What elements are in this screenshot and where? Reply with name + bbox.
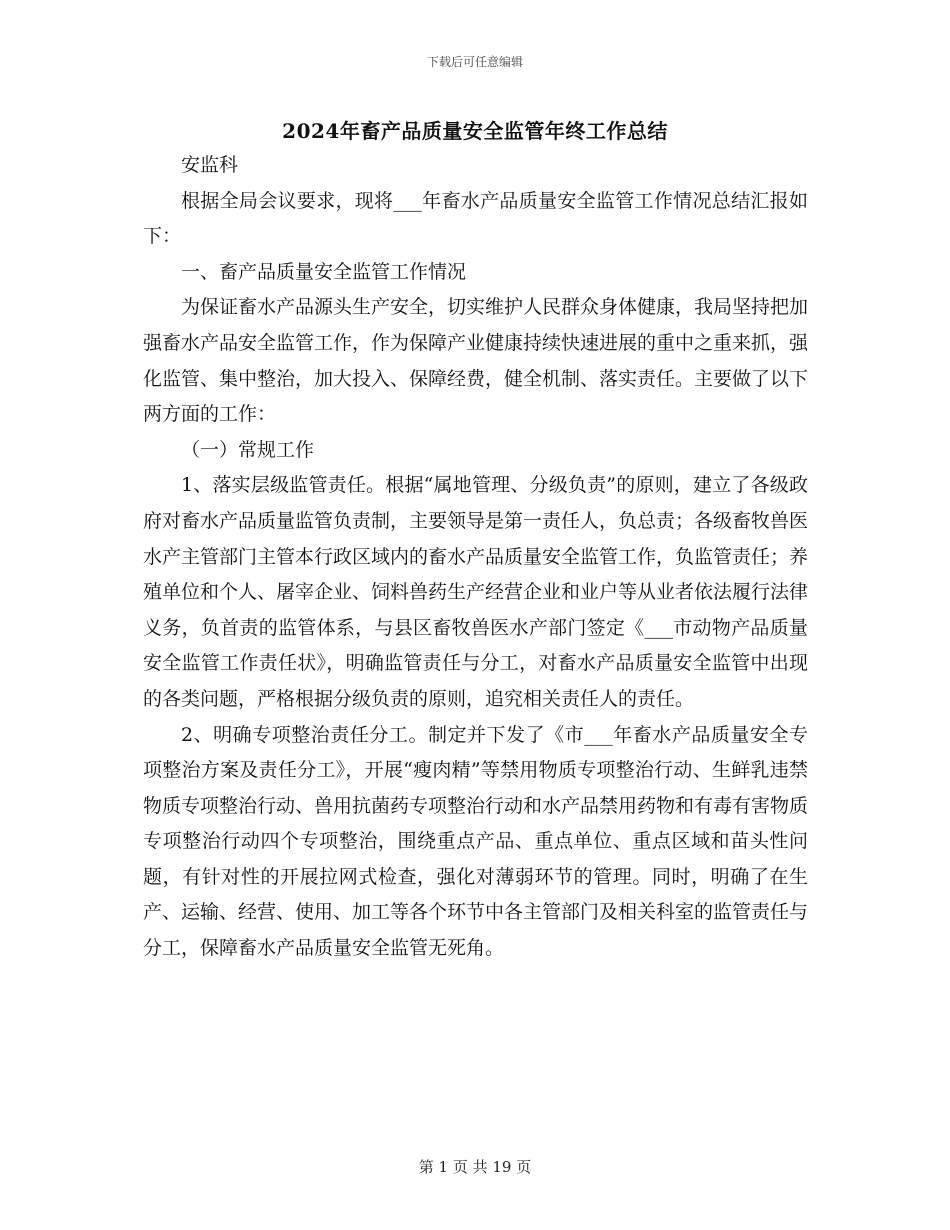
subsection-heading-1: （一）常规工作 [181, 438, 315, 461]
department-line: 安监科 [181, 154, 239, 176]
page-number: 第 1 页 共 19 页 [418, 1158, 532, 1176]
document-title: 2024年畜产品质量安全监管年终工作总结 [282, 119, 668, 143]
paragraph-overview: 为保证畜水产品源头生产安全，切实维护人民群众身体健康，我局坚持把加强畜水产品安全监管工作，作为保障产业健康持续快速进展的重中之重来抓，强化监管、集中整治，加大投入、保障经费，健全机制、落实责任。主要做了以下两方面的工作： [143, 296, 809, 426]
header-note: 下载后可任意编辑 [426, 55, 523, 69]
document-body [143, 148, 808, 967]
paragraph-item-1: 1、落实层级监管责任。根据“属地管理、分级负责”的原则，建立了各级政府对畜水产品质量监管负责制，主要领导是第一责任人，负总责；各级畜牧兽医水产主管部门主管本行政区域内的畜水产品质量安全监管工作，负监管责任；养殖单位和个人、屠宰企业、饲料兽药生产经营企业和业户等从业者依法履行法律义务，负首责的监管体系，与县区畜牧兽医水产部门签定《___市动物产品质量安全监管工作责任状》，明确监管责任与分工，对畜水产品质量安全监管中出现的各类问题，严格根据分级负责的原则，追究相关责任人的责任。 [143, 474, 809, 710]
paragraph-intro: 根据全局会议要求，现将___年畜水产品质量安全监管工作情况总结汇报如下： [143, 189, 808, 248]
section-heading-1: 一、畜产品质量安全监管工作情况 [181, 260, 467, 283]
paragraph-item-2: 2、明确专项整治责任分工。制定并下发了《市___年畜水产品质量安全专项整治方案及责任分工》，开展“瘦肉精”等禁用物质专项整治行动、生鲜乳违禁物质专项整治行动、兽用抗菌药专项整治行动和水产品禁用药物和有毒有害物质专项整治行动四个专项整治，围绕重点产品、重点单位、重点区域和苗头性问题，有针对性的开展拉网式检查，强化对薄弱环节的管理。同时，明确了在生产、运输、经营、使用、加工等各个环节中各主管部门及相关科室的监管责任与分工，保障畜水产品质量安全监管无死角。 [143, 723, 809, 960]
